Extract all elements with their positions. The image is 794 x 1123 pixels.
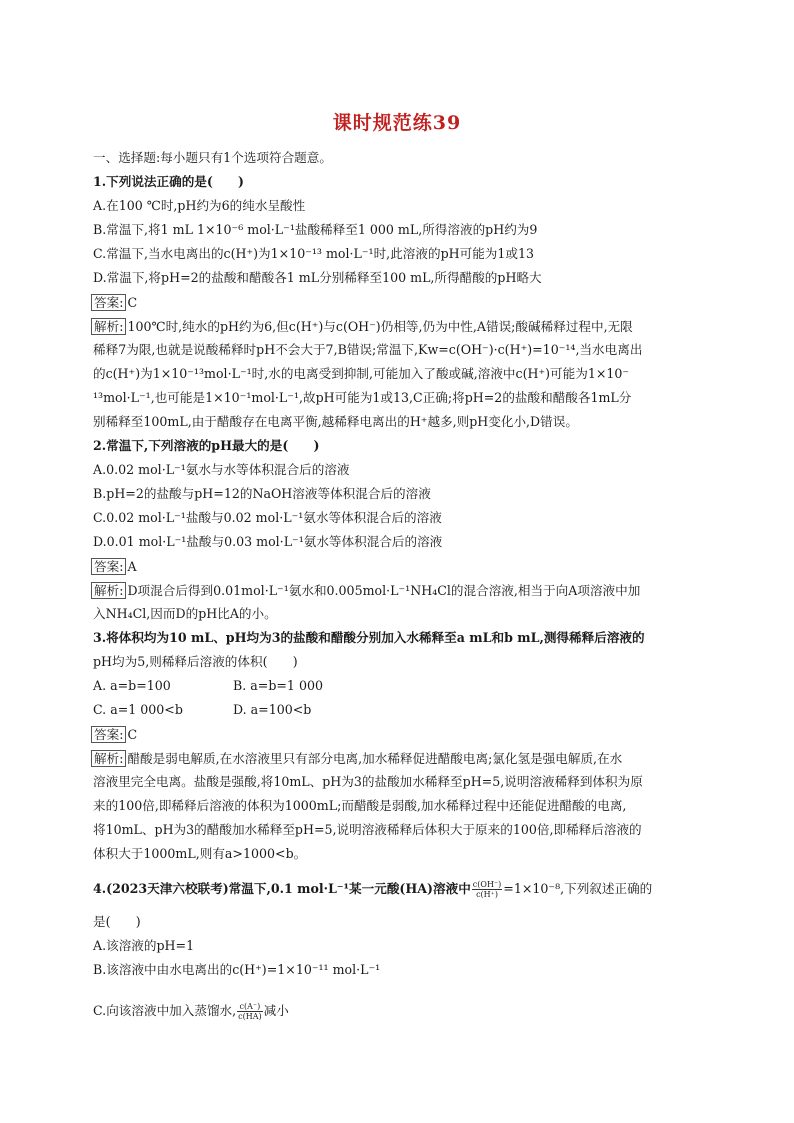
q1-analysis-line-2: 稀释7为限,也就是说酸稀释时pH不会大于7,B错误;常温下,Kw=c(OH⁻)·c(H⁺)=10⁻¹⁴,当水电离出 [93, 342, 643, 357]
fraction-numerator: c(OH⁻) [472, 880, 502, 889]
answer-label: 答案: [91, 294, 126, 311]
q3-option-c: C. a=1 000<b [93, 702, 183, 717]
fraction-numerator: c(A⁻) [237, 1002, 262, 1012]
q1-analysis-line-4: ¹³mol·L⁻¹,也可能是1×10⁻¹mol·L⁻¹,故pH可能为1或13,C正确;将pH=2的盐酸和醋酸各1mL分 [93, 390, 632, 405]
q4-ratio-fraction [472, 880, 502, 899]
answer-label: 答案: [91, 558, 126, 575]
q3-analysis-line-1 [91, 750, 622, 767]
q1-stem-text: 1.下列说法正确的是( ) [93, 174, 245, 189]
q4-stem-line-1 [93, 880, 652, 899]
q4-stem-text: 4.(2023天津六校联考)常温下,0.1 mol·L⁻¹某一元酸(HA)溶液中 [93, 881, 471, 896]
q3-stem-line-1 [93, 630, 645, 646]
analysis-label: 解析: [91, 750, 126, 767]
q4-option-b: B.该溶液中由水电离出的c(H⁺)=1×10⁻¹¹ mol·L⁻¹ [93, 962, 381, 977]
fraction-denominator: c(H⁺) [476, 890, 498, 899]
q2-option-b: B.pH=2的盐酸与pH=12的NaOH溶液等体积混合后的溶液 [93, 486, 431, 501]
q1-answer-value: C [127, 295, 138, 310]
q3-analysis-line-5: 体积大于1000mL,则有a>1000<b。 [93, 846, 307, 861]
q3-option-b: B. a=b=1 000 [233, 678, 323, 693]
q3-stem-line-2: pH均为5,则稀释后溶液的体积( ) [93, 654, 298, 669]
q1-option-b: B.常温下,将1 mL 1×10⁻⁶ mol·L⁻¹盐酸稀释至1 000 mL,所得溶液的pH约为9 [93, 222, 538, 237]
q2-option-c: C.0.02 mol·L⁻¹盐酸与0.02 mol·L⁻¹氨水等体积混合后的溶液 [93, 510, 442, 525]
analysis-label: 解析: [91, 318, 126, 335]
q1-answer [91, 294, 137, 311]
q3-analysis-text: 醋酸是弱电解质,在水溶液里只有部分电离,加水稀释促进醋酸电离;氯化氢是强电解质,在水 [127, 751, 623, 766]
q1-analysis-text: 100℃时,纯水的pH约为6,但c(H⁺)与c(OH⁻)仍相等,仍为中性,A错误;酸碱稀释过程中,无限 [127, 319, 633, 334]
q1-option-c: C.常温下,当水电离出的c(H⁺)为1×10⁻¹³ mol·L⁻¹时,此溶液的pH可能为1或13 [93, 246, 535, 261]
q3-analysis-line-3: 来的100倍,即稀释后溶液的体积为1000mL;而醋酸是弱酸,加水稀释过程中还能促进醋酸的电离, [93, 798, 627, 813]
q2-answer [91, 558, 137, 575]
q2-option-a: A.0.02 mol·L⁻¹氨水与水等体积混合后的溶液 [93, 462, 350, 477]
analysis-label: 解析: [91, 582, 126, 599]
q2-analysis-line-1 [91, 582, 640, 599]
q3-analysis-line-4: 将10mL、pH为3的醋酸加水稀释至pH=5,说明溶液稀释后体积大于原来的100倍,即稀释后溶液的 [93, 822, 642, 837]
q1-analysis-line-1 [91, 318, 633, 335]
q3-option-a: A. a=b=100 [93, 678, 171, 693]
q3-stem-text: 3.将体积均为10 mL、pH均为3的盐酸和醋酸分别加入水稀释至a mL和b mL,测得稀释后溶液的 [93, 630, 645, 645]
q4-option-c [93, 1002, 289, 1021]
q1-stem [93, 174, 244, 190]
q1-analysis-line-3: 的c(H⁺)为1×10⁻¹³mol·L⁻¹时,水的电离受到抑制,可能加入了酸或碱,溶液中c(H⁺)可能为1×10⁻ [93, 366, 630, 381]
q2-answer-value: A [127, 559, 137, 574]
q4-stem-line-2: 是( ) [93, 914, 141, 929]
q2-stem [93, 438, 319, 454]
q2-option-d: D.0.01 mol·L⁻¹盐酸与0.03 mol·L⁻¹氨水等体积混合后的溶液 [93, 534, 443, 549]
q2-analysis-line-2: 入NH₄Cl,因而D的pH比A的小。 [93, 606, 277, 621]
q3-analysis-line-2: 溶液里完全电离。盐酸是强酸,将10mL、pH为3的盐酸加水稀释至pH=5,说明溶液稀释到体积为原 [93, 774, 643, 789]
q3-options-row-2 [93, 702, 312, 718]
q3-answer [91, 726, 137, 743]
section-heading: 一、选择题:每小题只有1个选项符合题意。 [93, 150, 332, 165]
q3-option-d: D. a=100<b [233, 702, 312, 717]
q4-option-a: A.该溶液的pH=1 [93, 938, 195, 953]
q4-option-c-fraction [237, 1002, 262, 1021]
q4-option-c-tail: 减小 [263, 1003, 289, 1018]
fraction-denominator: c(HA) [238, 1012, 262, 1021]
q1-option-a: A.在100 ℃时,pH约为6的纯水呈酸性 [93, 198, 306, 213]
q2-analysis-text: D项混合后得到0.01mol·L⁻¹氨水和0.005mol·L⁻¹NH₄Cl的混合溶液,相当于向A项溶液中加 [127, 583, 641, 598]
q4-stem-tail: =1×10⁻⁸,下列叙述正确的 [503, 881, 653, 896]
page-title: 课时规范练39 [332, 112, 462, 134]
q3-answer-value: C [127, 727, 138, 742]
q1-analysis-line-5: 别稀释至100mL,由于醋酸存在电离平衡,越稀释电离出的H⁺越多,则pH变化小,D错误。 [93, 414, 578, 429]
q1-option-d: D.常温下,将pH=2的盐酸和醋酸各1 mL分别稀释至100 mL,所得醋酸的pH略大 [93, 270, 542, 285]
q4-option-c-text: C.向该溶液中加入蒸馏水, [93, 1003, 237, 1018]
answer-label: 答案: [91, 726, 126, 743]
q3-options-row-1 [93, 678, 323, 694]
q2-stem-text: 2.常温下,下列溶液的pH最大的是( ) [93, 438, 320, 453]
